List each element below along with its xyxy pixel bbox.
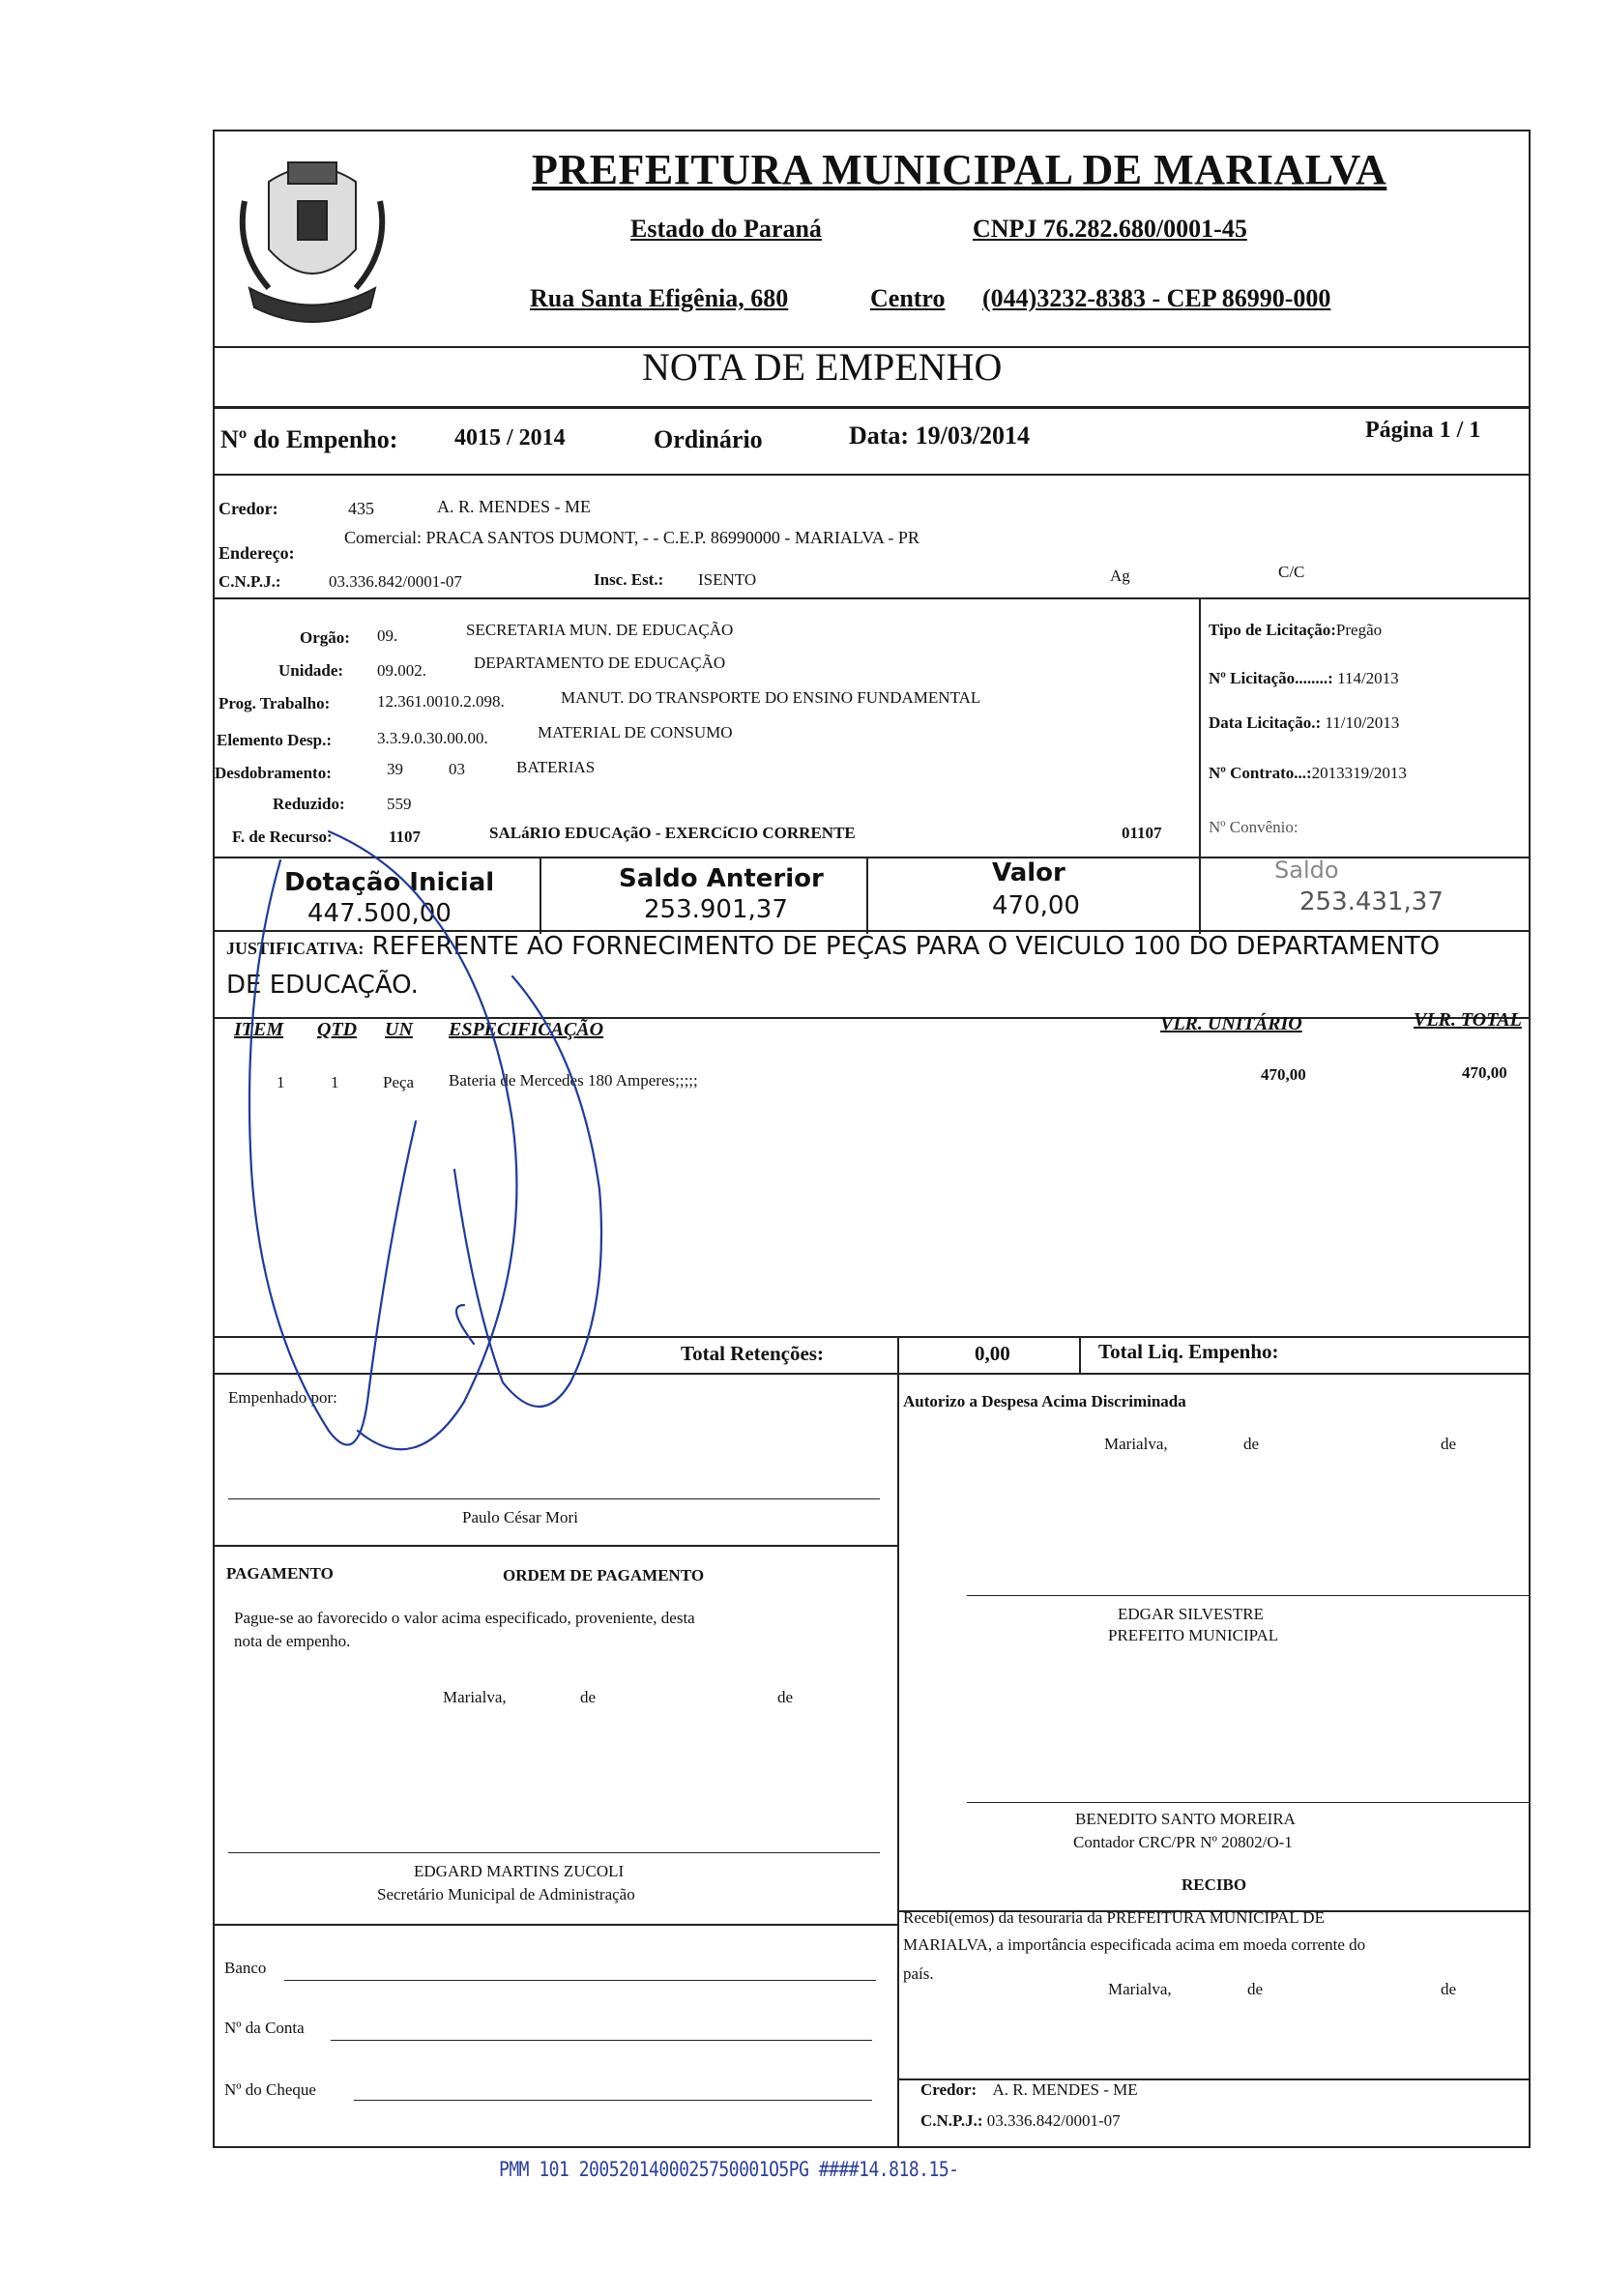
row-unit: 470,00 (1261, 1065, 1306, 1084)
credor-cnpj: 03.336.842/0001-07 (329, 572, 462, 591)
recibo-text2: MARIALVA, a importância especificada acima em moeda corrente do (903, 1935, 1366, 1954)
desd: BATERIAS (516, 758, 596, 776)
pagamento-text1: Pague-se ao favorecido o valor acima especificado, proveniente, desta (234, 1609, 695, 1627)
recibo-text3: país. (903, 1964, 934, 1983)
cheque-label: Nº do Cheque (224, 2080, 316, 2099)
prog-label: Prog. Trabalho: (219, 694, 331, 712)
autorizo-de1: de (1243, 1435, 1260, 1453)
justificativa-text1: REFERENTE AO FORNECIMENTO DE PEÇAS PARA O VEICULO 100 DO DEPARTAMENTO (371, 932, 1441, 961)
desd-sub: 03 (449, 760, 465, 778)
row-item: 1 (277, 1073, 285, 1091)
num-label: Nº Licitação........: (1209, 669, 1333, 687)
recibo-text1: Recebi(emos) da tesouraria da PREFEITURA MUNICIPAL DE (903, 1908, 1325, 1927)
valor: 470,00 (992, 891, 1080, 920)
saldo-atual: 253.431,37 (1299, 887, 1444, 916)
header-district: Centro (870, 284, 946, 312)
dotacao-inicial: 447.500,00 (307, 899, 452, 928)
recurso-code2: 01107 (1122, 824, 1162, 842)
justificativa-text2: DE EDUCAÇÃO. (226, 971, 419, 1000)
recurso: SALáRIO EDUCAçãO - EXERCíCIO CORRENTE (489, 824, 856, 842)
prefeito-role: PREFEITO MUNICIPAL (1108, 1626, 1279, 1644)
reduzido: 559 (387, 795, 412, 813)
desd-code: 39 (387, 760, 403, 778)
credor-label: Credor: (219, 499, 278, 518)
footer-credor-label: Credor: (920, 2080, 978, 2099)
insc-label: Insc. Est.: (594, 570, 664, 589)
col-total: VLR. TOTAL (1414, 1009, 1522, 1031)
contador-name: BENEDITO SANTO MOREIRA (1075, 1810, 1296, 1828)
autorizo-de2: de (1441, 1435, 1457, 1453)
valor-label: Valor (992, 858, 1065, 887)
recurso-code: 1107 (389, 828, 422, 846)
pagamento-city: Marialva, (443, 1688, 507, 1706)
unidade: DEPARTAMENTO DE EDUCAÇÃO (474, 654, 726, 672)
row-total: 470,00 (1462, 1063, 1507, 1082)
credor-insc: ISENTO (698, 570, 757, 589)
pagamento-label: PAGAMENTO (226, 1564, 334, 1583)
signature-scribble (222, 802, 628, 1518)
orgao-code: 09. (377, 626, 398, 645)
orgao: SECRETARIA MUN. DE EDUCAÇÃO (466, 621, 734, 639)
document-title: NOTA DE EMPENHO (642, 345, 1003, 389)
secretario-role: Secretário Municipal de Administração (377, 1885, 635, 1904)
credor-cc: C/C (1278, 563, 1305, 581)
recurso-label: F. de Recurso: (232, 828, 333, 846)
barcode-text: PMM 101 2005201400025750001O5PG ####14.818.15- (499, 2157, 959, 2183)
empenhado-label: Empenhado por: (228, 1388, 337, 1407)
header-phone-cep: (044)3232-8383 - CEP 86990-000 (982, 284, 1331, 312)
data-licitacao (1209, 713, 1399, 733)
footer-cnpj-label: C.N.P.J.: (920, 2111, 983, 2130)
contrato-value: 2013319/2013 (1311, 764, 1407, 782)
elem-label: Elemento Desp.: (217, 731, 332, 749)
empenhado-name: Paulo César Mori (462, 1508, 578, 1526)
liq-label: Total Liq. Empenho: (1098, 1340, 1279, 1363)
retencoes-label: Total Retenções: (681, 1342, 824, 1365)
credor-address: Comercial: PRACA SANTOS DUMONT, - - C.E.P. 86990000 - MARIALVA - PR (344, 528, 919, 547)
secretario-name: EDGARD MARTINS ZUCOLI (414, 1862, 625, 1880)
recibo-city: Marialva, (1108, 1980, 1172, 1998)
tipo: Pregão (1335, 621, 1383, 639)
footer-cnpj (920, 2111, 1121, 2131)
data: 11/10/2013 (1325, 713, 1400, 732)
col-un: UN (385, 1019, 413, 1040)
pagamento-text2: nota de empenho. (234, 1632, 351, 1650)
saldo-anterior: 253.901,37 (644, 895, 788, 924)
page-number: Página 1 / 1 (1365, 418, 1481, 443)
row-un: Peça (383, 1073, 415, 1091)
tipo-label: Tipo de Licitação: (1209, 621, 1336, 639)
reduzido-label: Reduzido: (273, 795, 345, 813)
retencoes: 0,00 (975, 1342, 1010, 1365)
autorizo-city: Marialva, (1104, 1435, 1168, 1453)
credor-code: 435 (348, 499, 374, 518)
desd-label: Desdobramento: (215, 764, 332, 782)
contador-role: Contador CRC/PR Nº 20802/O-1 (1073, 1833, 1293, 1851)
pagamento-de2: de (777, 1688, 794, 1706)
autorizo-label: Autorizo a Despesa Acima Discriminada (903, 1392, 1186, 1410)
banco-label: Banco (224, 1959, 267, 1977)
saldo-anterior-label: Saldo Anterior (619, 864, 824, 893)
prog: MANUT. DO TRANSPORTE DO ENSINO FUNDAMENTAL (561, 688, 981, 707)
recibo-de1: de (1247, 1980, 1264, 1998)
conta-label: Nº da Conta (224, 2019, 305, 2037)
dotacao-inicial-label: Dotação Inicial (284, 868, 495, 897)
address-label: Endereço: (219, 543, 295, 563)
num-licitacao (1209, 669, 1399, 688)
num: 114/2013 (1337, 669, 1399, 687)
unidade-code: 09.002. (377, 661, 426, 680)
credor-name: A. R. MENDES - ME (437, 497, 592, 516)
row-qtd: 1 (331, 1073, 339, 1091)
row-spec: Bateria de Mercedes 180 Amperes;;;;; (449, 1071, 698, 1090)
recibo-de2: de (1441, 1980, 1457, 1998)
prog-code: 12.361.0010.2.098. (377, 692, 505, 711)
col-item: ITEM (234, 1019, 284, 1040)
col-spec: ESPECIFICAÇÃO (449, 1019, 604, 1040)
elem-code: 3.3.9.0.30.00.00. (377, 729, 488, 747)
col-qtd: QTD (317, 1019, 358, 1040)
footer-credor (920, 2080, 1138, 2100)
justificativa-label: JUSTIFICATIVA: (226, 939, 365, 958)
saldo-atual-label: Saldo (1274, 857, 1339, 884)
empenho-number: 4015 / 2014 (454, 425, 566, 450)
header-cnpj: CNPJ 76.282.680/0001-45 (973, 215, 1247, 243)
credor-ag: Ag (1110, 567, 1130, 585)
elem: MATERIAL DE CONSUMO (538, 723, 733, 741)
empenho-number-label: Nº do Empenho: (220, 425, 398, 453)
header-street: Rua Santa Efigênia, 680 (530, 284, 789, 312)
ordem-pagamento: ORDEM DE PAGAMENTO (503, 1566, 705, 1584)
recibo-label: RECIBO (1182, 1875, 1247, 1894)
header-state: Estado do Paraná (630, 215, 822, 243)
prefeito-name: EDGAR SILVESTRE (1118, 1605, 1264, 1623)
footer-credor-name: A. R. MENDES - ME (992, 2080, 1138, 2099)
empenho-type: Ordinário (654, 425, 763, 453)
header-title: PREFEITURA MUNICIPAL DE MARIALVA (532, 146, 1387, 193)
cnpj-label: C.N.P.J.: (219, 572, 281, 591)
contrato-label: Nº Contrato...: (1209, 764, 1312, 782)
pagamento-de1: de (580, 1688, 597, 1706)
orgao-label: Orgão: (300, 628, 350, 647)
empenho-date: Data: 19/03/2014 (849, 421, 1031, 450)
convenio: Nº Convênio: (1209, 818, 1299, 836)
data-label: Data Licitação.: (1209, 713, 1322, 732)
contrato (1209, 764, 1407, 783)
col-unit: VLR. UNITÁRIO (1160, 1013, 1302, 1034)
footer-cnpj-value: 03.336.842/0001-07 (986, 2111, 1121, 2130)
tipo-licitacao (1209, 621, 1382, 640)
unidade-label: Unidade: (278, 661, 344, 680)
coat-of-arms-logo (230, 143, 394, 336)
